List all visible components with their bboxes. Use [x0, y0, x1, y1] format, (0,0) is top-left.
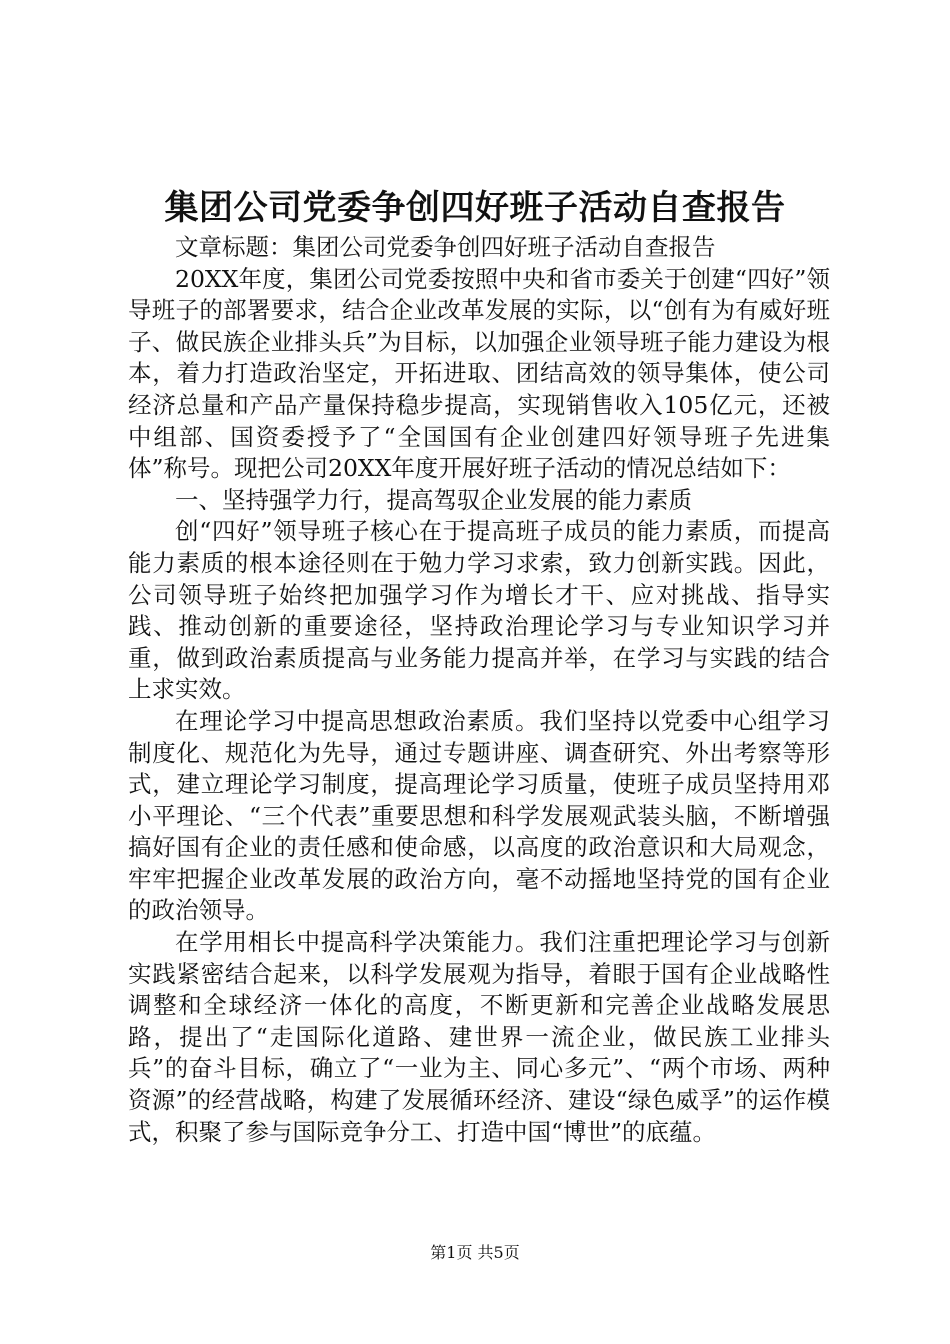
document-title: 集团公司党委争创四好班子活动自查报告 [164, 188, 786, 228]
article-title-line: 文章标题：集团公司党委争创四好班子活动自查报告 [175, 233, 716, 261]
section-paragraph: 创“四好”领导班子核心在于提高班子成员的能力素质，而提高能力素质的根本途径则在于勉力学习求索，致力创新实践。因此，公司领导班子始终把加强学习作为增长才干、应对挑战、指导实践、推动创新的重要途径，坚持政治理论学习与专业知识学习并重，做到政治素质提高与业务能力提高并举，在学习与实践的结合上求实效。 [128, 517, 830, 704]
decision-making-paragraph: 在学用相长中提高科学决策能力。我们注重把理论学习与创新实践紧密结合起来，以科学发展观为指导，着眼于国有企业战略性调整和全球经济一体化的高度，不断更新和完善企业战略发展思路，提出了“走国际化道路、建世界一流企业，做民族工业排头兵”的奋斗目标，确立了“一业为主、同心多元”、“两个市场、两种资源”的经营战略，构建了发展循环经济、建设“绿色威孚”的运作模式，积聚了参与国际竞争分工、打造中国“博世”的底蕴。 [128, 928, 830, 1146]
section-heading: 一、坚持强学力行，提高驾驭企业发展的能力素质 [175, 485, 692, 514]
theory-study-paragraph: 在理论学习中提高思想政治素质。我们坚持以党委中心组学习制度化、规范化为先导，通过专题讲座、调查研究、外出考察等形式，建立理论学习制度，提高理论学习质量，使班子成员坚持用邓小平理论、“三个代表”重要思想和科学发展观武装头脑，不断增强搞好国有企业的责任感和使命感，以高度的政治意识和大局观念，牢牢把握企业改革发展的政治方向，毫不动摇地坚持党的国有企业的政治领导。 [128, 706, 830, 925]
document-body [128, 232, 830, 1148]
intro-paragraph: 20XX年度，集团公司党委按照中央和省市委关于创建“四好”领导班子的部署要求，结合企业改革发展的实际，以“创有为有威好班子、做民族企业排头兵”为目标，以加强企业领导班子能力建设为根本，着力打造政治坚定，开拓进取、团结高效的领导集体，使公司经济总量和产品产量保持稳步提高，实现销售收入105亿元，还被中组部、国资委授予了“全国国有企业创建四好领导班子先进集体”称号。现把公司20XX年度开展好班子活动的情况总结如下： [128, 264, 830, 483]
page-number: 第1页 共5页 [430, 1243, 520, 1262]
